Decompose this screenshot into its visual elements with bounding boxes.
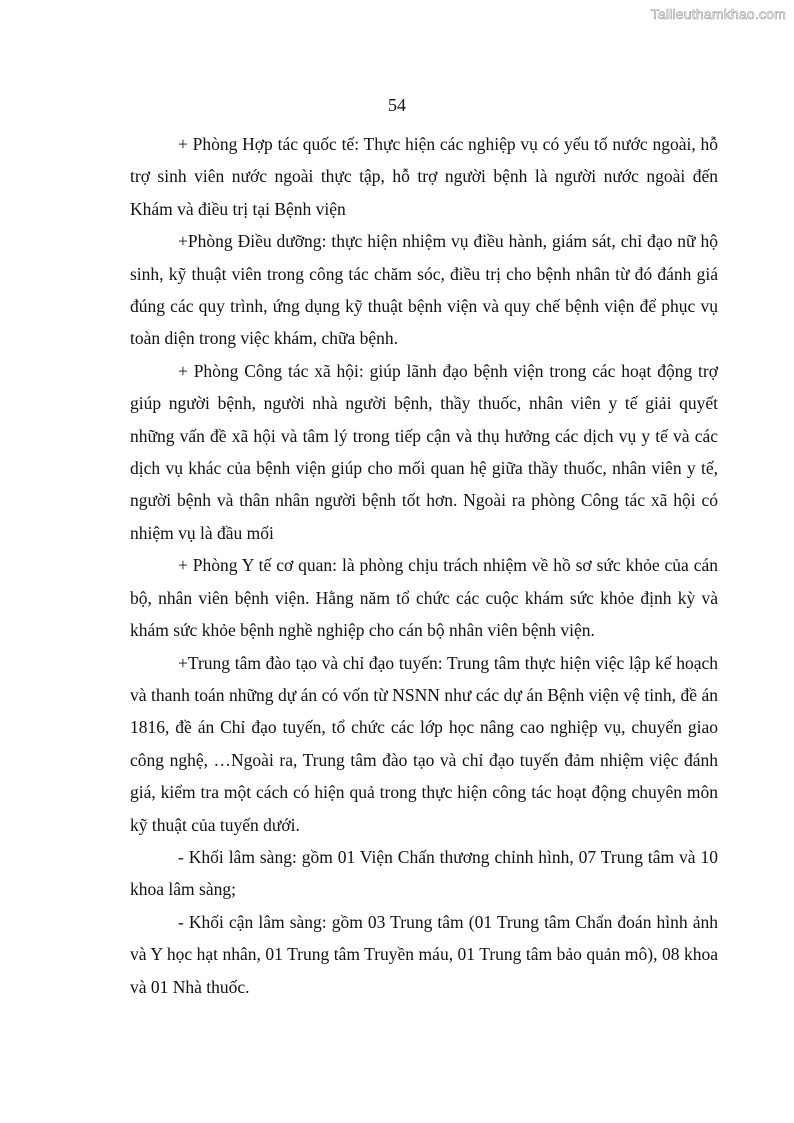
page-number: 54: [388, 95, 406, 115]
paragraph-clinical-block: - Khối lâm sàng: gồm 01 Viện Chấn thương chỉnh hình, 07 Trung tâm và 10 khoa lâm sàng;: [130, 846, 718, 900]
paragraph-social-work: + Phòng Công tác xã hội: giúp lãnh đạo bệnh viện trong các hoạt động trợ giúp người bệnh, người nhà người bệnh, thầy thuốc, nhân viên y tế giải quyết những vấn đề xã hội và tâm lý trong tiếp cận và thụ hưởng các dịch vụ y tế và các dịch vụ khác của bệnh viện giúp cho mối quan hệ giữa thầy thuốc, nhân viên y tế, người bệnh và thân nhân người bệnh tốt hơn. Ngoài ra phòng Công tác xã hội có nhiệm vụ là đầu mối: [130, 360, 718, 543]
watermark-text: Tailieuthamkhao.com: [650, 6, 786, 22]
document-body: [130, 128, 718, 1003]
paragraph-training-center: +Trung tâm đào tạo và chỉ đạo tuyến: Trung tâm thực hiện việc lập kế hoạch và thanh toán những dự án có vốn từ NSNN như các dự án Bệnh viện vệ tinh, đề án 1816, đề án Chỉ đạo tuyến, tổ chức các lớp học nâng cao nghiệp vụ, chuyển giao công nghệ, …Ngoài ra, Trung tâm đào tạo và chỉ đạo tuyến đảm nhiệm việc đánh giá, kiểm tra một cách có hiện quả trong thực hiện công tác hoạt động chuyên môn kỹ thuật của tuyến dưới.: [130, 652, 718, 835]
paragraph-international-cooperation: + Phòng Hợp tác quốc tế: Thực hiện các nghiệp vụ có yếu tố nước ngoài, hỗ trợ sinh viên nước ngoài thực tập, hỗ trợ người bệnh là người nước ngoài đến Khám và điều trị tại Bệnh viện: [130, 134, 718, 219]
paragraph-paraclinical-block: - Khối cận lâm sàng: gồm 03 Trung tâm (01 Trung tâm Chẩn đoán hình ảnh và Y học hạt nhân, 01 Trung tâm Truyền máu, 01 Trung tâm bảo quản mô), 08 khoa và 01 Nhà thuốc.: [130, 911, 718, 997]
paragraph-occupational-health: + Phòng Y tế cơ quan: là phòng chịu trách nhiệm về hồ sơ sức khỏe của cán bộ, nhân viên bệnh viện. Hằng năm tổ chức các cuộc khám sức khỏe định kỳ và khám sức khỏe bệnh nghề nghiệp cho cán bộ nhân viên bệnh viện.: [130, 555, 718, 641]
paragraph-nursing: +Phòng Điều dưỡng: thực hiện nhiệm vụ điều hành, giám sát, chỉ đạo nữ hộ sinh, kỹ thuật viên trong công tác chăm sóc, điều trị cho bệnh nhân từ đó đánh giá đúng các quy trình, ứng dụng kỹ thuật bệnh viện và quy chế bệnh viện để phục vụ toàn diện trong việc khám, chữa bệnh.: [130, 231, 718, 349]
